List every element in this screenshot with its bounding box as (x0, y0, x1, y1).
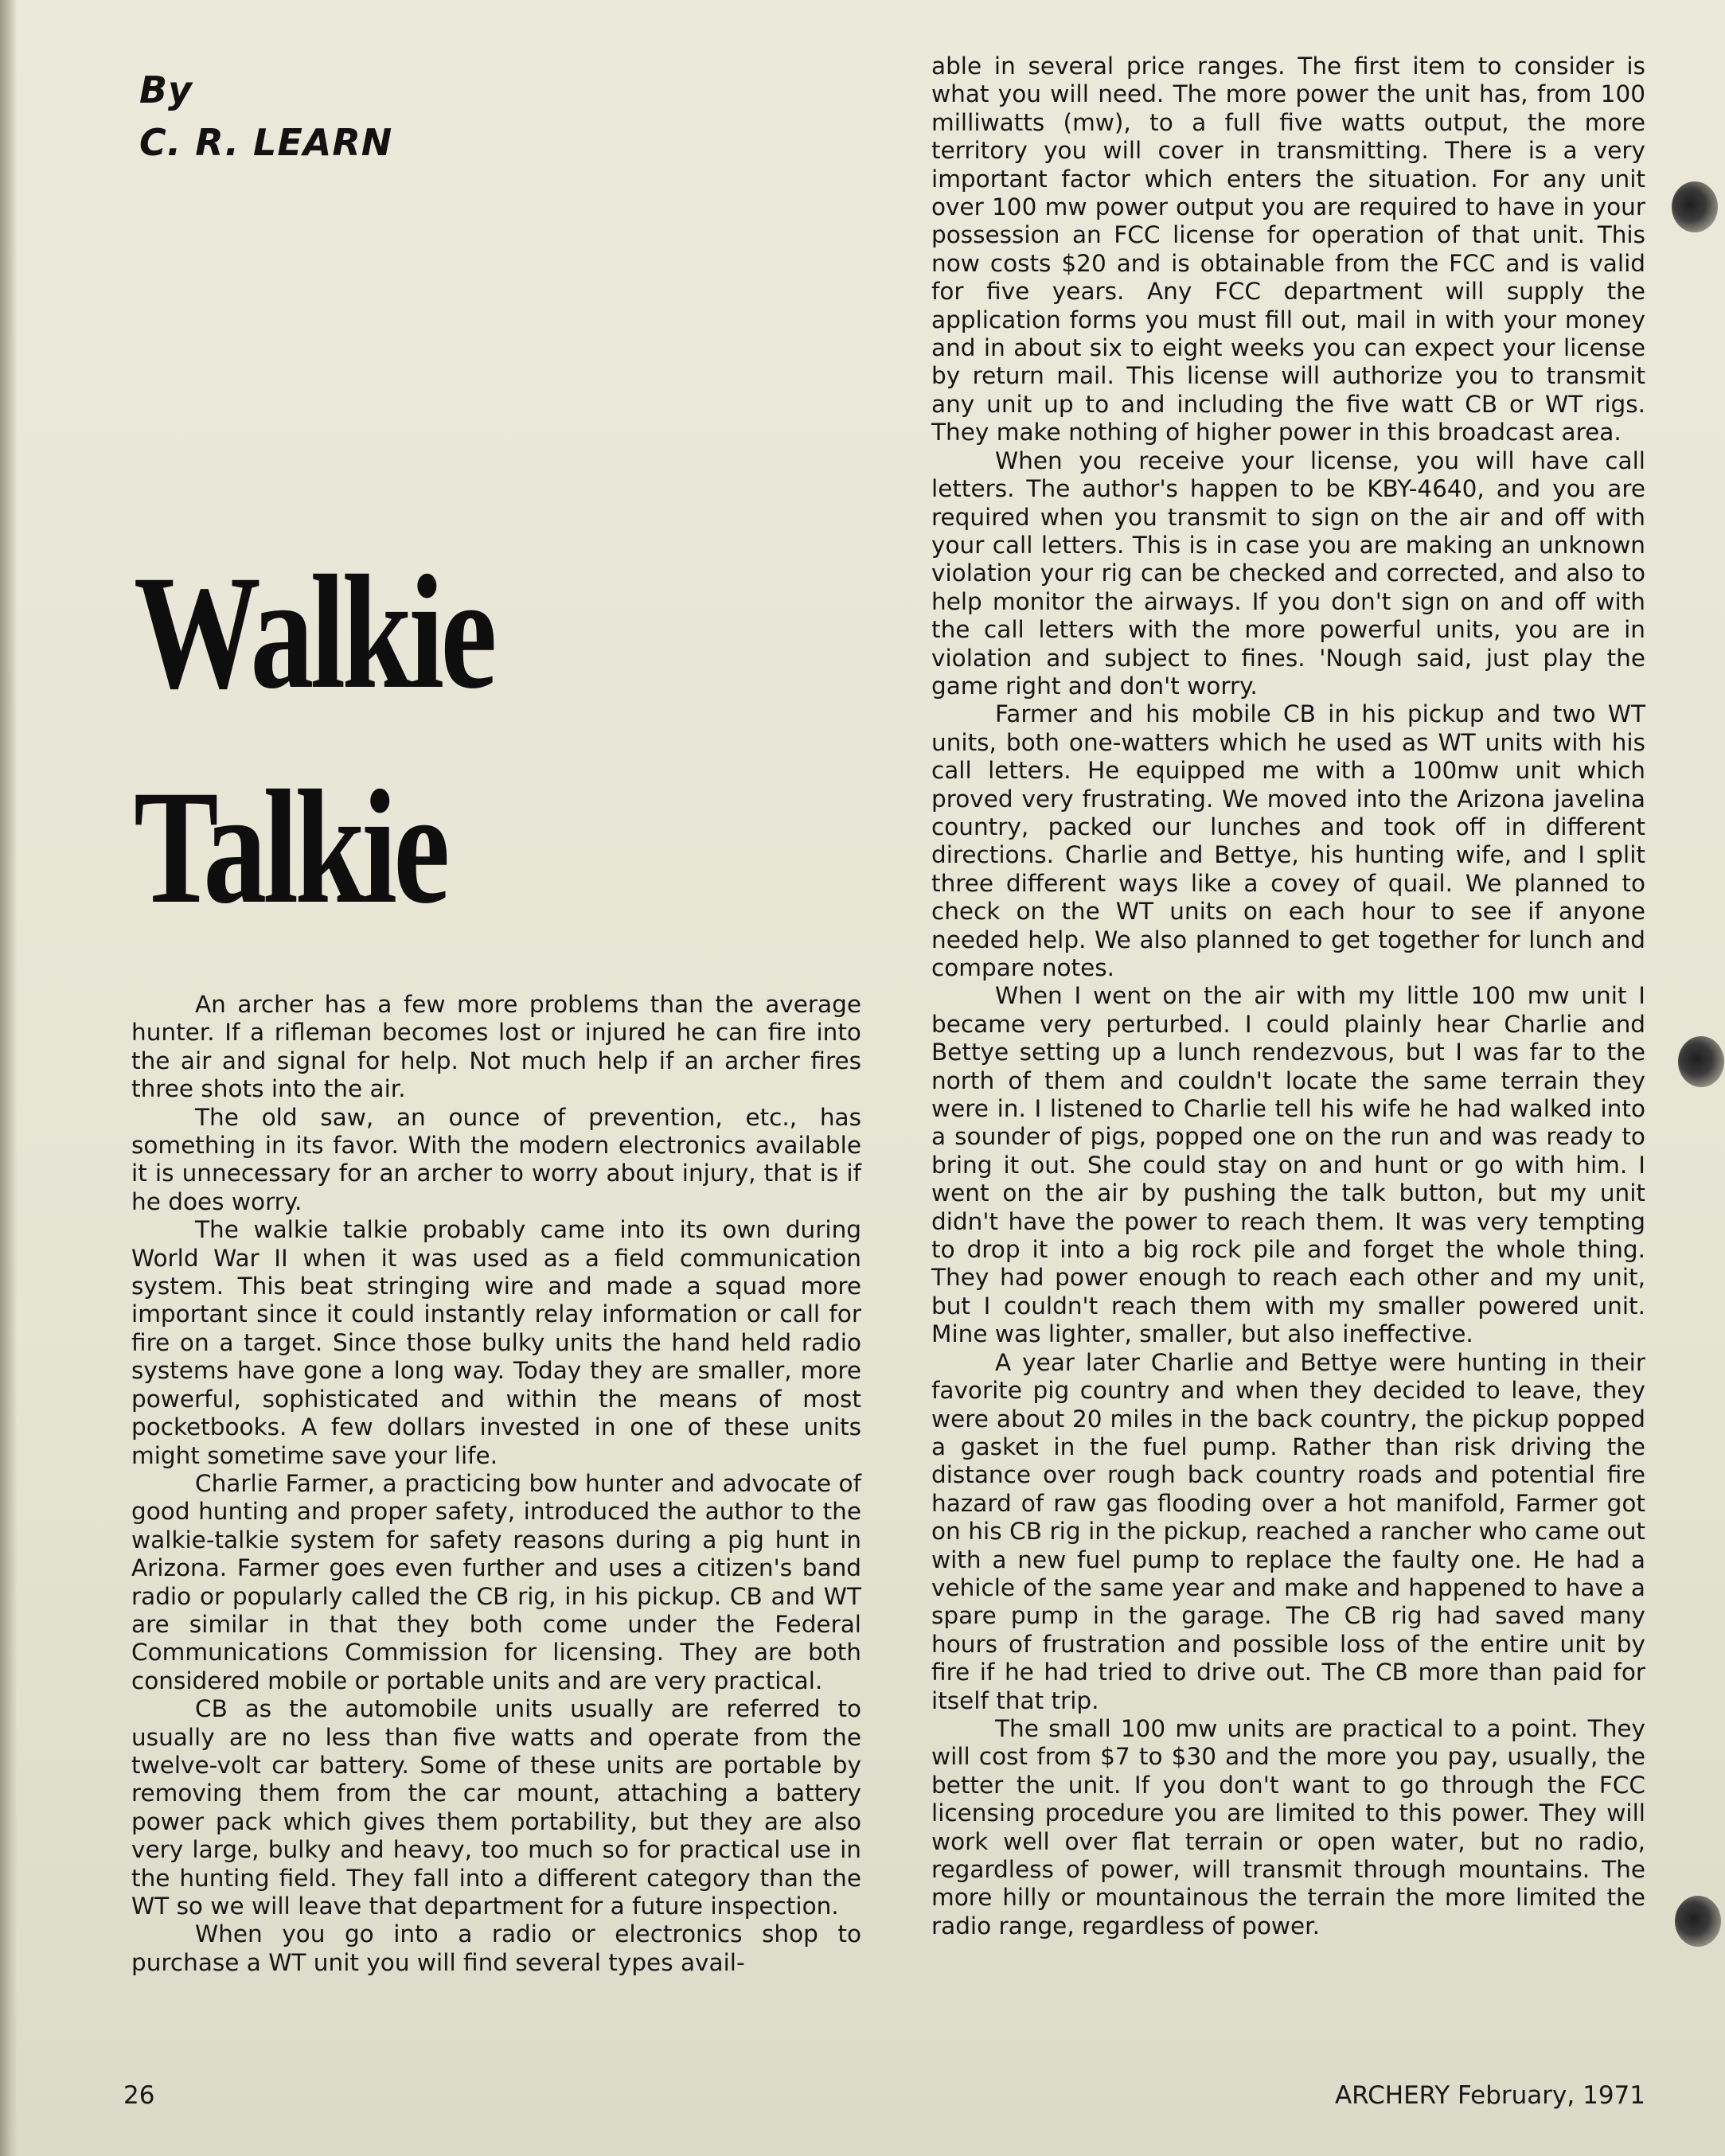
article-headline (134, 525, 494, 955)
punch-hole (1675, 1896, 1721, 1947)
paragraph: able in several price ranges. The first item to consider is what you will need. The more power the unit has, from 100 milliwatts (mw), to a full five watts output, the more territory you will cover in transmitting. There is a very important factor which enters the situation. For any unit over 100 mw power output you are required to have in your possession an FCC license for operation of that unit. This now costs $20 and is obtainable from the FCC and is valid for five years. Any FCC department will supply the application forms you must fill out, mail in with your money and in about six to eight weeks you can expect your license by return mail. This license will authorize you to transmit any unit up to and including the five watt CB or WT rigs. They make nothing of higher power in this broadcast area. (931, 53, 1645, 446)
byline-by: By (139, 68, 193, 111)
paragraph: The old saw, an ounce of prevention, etc., has something in its favor. With the modern electronics available it is unnecessary for an archer to worry about injury, that is if he does worry. (131, 1103, 861, 1215)
headline-line-2: Talkie (134, 757, 447, 938)
punch-hole (1672, 181, 1718, 232)
paragraph: When you receive your license, you will have call letters. The author's happen to be KBY-4640, and you are required when you transmit to sign on the air and off with your call letters. This is in case you are making an unknown violation your rig can be checked and corrected, and also to help monitor the airways. If you don't sign on and off with the call letters with the more powerful units, you are in violation and subject to fines. 'Nough said, just play the game right and don't worry. (931, 446, 1645, 700)
headline-line-1: Walkie (134, 542, 494, 723)
byline (139, 64, 392, 169)
running-foot: ARCHERY February, 1971 (1334, 2081, 1645, 2110)
byline-author: C. R. LEARN (139, 121, 393, 164)
paragraph: When I went on the air with my little 100 mw unit I became very perturbed. I could plainly hear Charlie and Bettye setting up a lunch rendezvous, but I was far to the north of them and couldn't locate the same terrain they were in. I listened to Charlie tell his wife he had walked into a sounder of pigs, popped one on the run and was ready to bring it out. She could stay on and hunt or go with him. I went on the air by pushing the talk button, but my unit didn't have the power to reach them. It was very tempting to drop it into a big rock pile and forget the whole thing. They had power enough to reach each other and my unit, but I couldn't reach them with my smaller powered unit. Mine was lighter, smaller, but also ineffective. (931, 982, 1645, 1348)
paragraph: The walkie talkie probably came into its own during World War II when it was used as a field communication system. This beat stringing wire and made a squad more important since it could instantly relay information or call for fire on a target. Since those bulky units the hand held radio systems have gone a long way. Today they are smaller, more powerful, sophisticated and within the means of most pocketbooks. A few dollars invested in one of these units might sometime save your life. (131, 1216, 861, 1469)
paragraph: The small 100 mw units are practical to a point. They will cost from $7 to $30 and the more you pay, usually, the better the unit. If you don't want to go through the FCC licensing procedure you are limited to this power. They will work well over flat terrain or open water, but no radio, regardless of power, will transmit through mountains. The more hilly or mountainous the terrain the more limited the radio range, regardless of power. (931, 1714, 1645, 1940)
paragraph: Charlie Farmer, a practicing bow hunter and advocate of good hunting and proper safety, introduced the author to the walkie-talkie system for safety reasons during a pig hunt in Arizona. Farmer goes even further and uses a citizen's band radio or popularly called the CB rig, in his pickup. CB and WT are similar in that they both come under the Federal Communications Commission for licensing. They are both considered mobile or portable units and are very practical. (131, 1469, 861, 1694)
paragraph: An archer has a few more problems than the average hunter. If a rifleman becomes lost or injured he can fire into the air and signal for help. Not much help if an archer fires three shots into the air. (131, 991, 861, 1103)
article-column-right (931, 53, 1645, 1940)
paragraph: Farmer and his mobile CB in his pickup and two WT units, both one-watters which he used as WT units with his call letters. He equipped me with a 100mw unit which proved very frustrating. We moved into the Arizona javelina country, packed our lunches and took off in different directions. Charlie and Bettye, his hunting wife, and I split three different ways like a covey of quail. We planned to check on the WT units on each hour to see if anyone needed help. We also planned to get together for lunch and compare notes. (931, 700, 1645, 981)
page-number: 26 (123, 2081, 155, 2110)
punch-hole (1678, 1036, 1724, 1087)
article-column-left (131, 991, 861, 1977)
page-binding-edge (0, 0, 18, 2156)
paragraph: CB as the automobile units usually are referred to usually are no less than five watts and operate from the twelve-volt car battery. Some of these units are portable by removing them from the car mount, attaching a battery power pack which gives them portability, but they are also very large, bulky and heavy, too much so for practical use in the hunting field. They fall into a different category than the WT so we will leave that department for a future inspection. (131, 1695, 861, 1920)
paragraph: A year later Charlie and Bettye were hunting in their favorite pig country and when they decided to leave, they were about 20 miles in the back country, the pickup popped a gasket in the fuel pump. Rather than risk driving the distance over rough back country roads and potential fire hazard of raw gas flooding over a hot manifold, Farmer got on his CB rig in the pickup, reached a rancher who came out with a new fuel pump to replace the faulty one. He had a vehicle of the same year and make and happened to have a spare pump in the garage. The CB rig had saved many hours of frustration and possible loss of the entire unit by fire if he had tried to drive out. The CB more than paid for itself that trip. (931, 1348, 1645, 1714)
paragraph: When you go into a radio or electronics shop to purchase a WT unit you will find several types avail- (131, 1920, 861, 1976)
